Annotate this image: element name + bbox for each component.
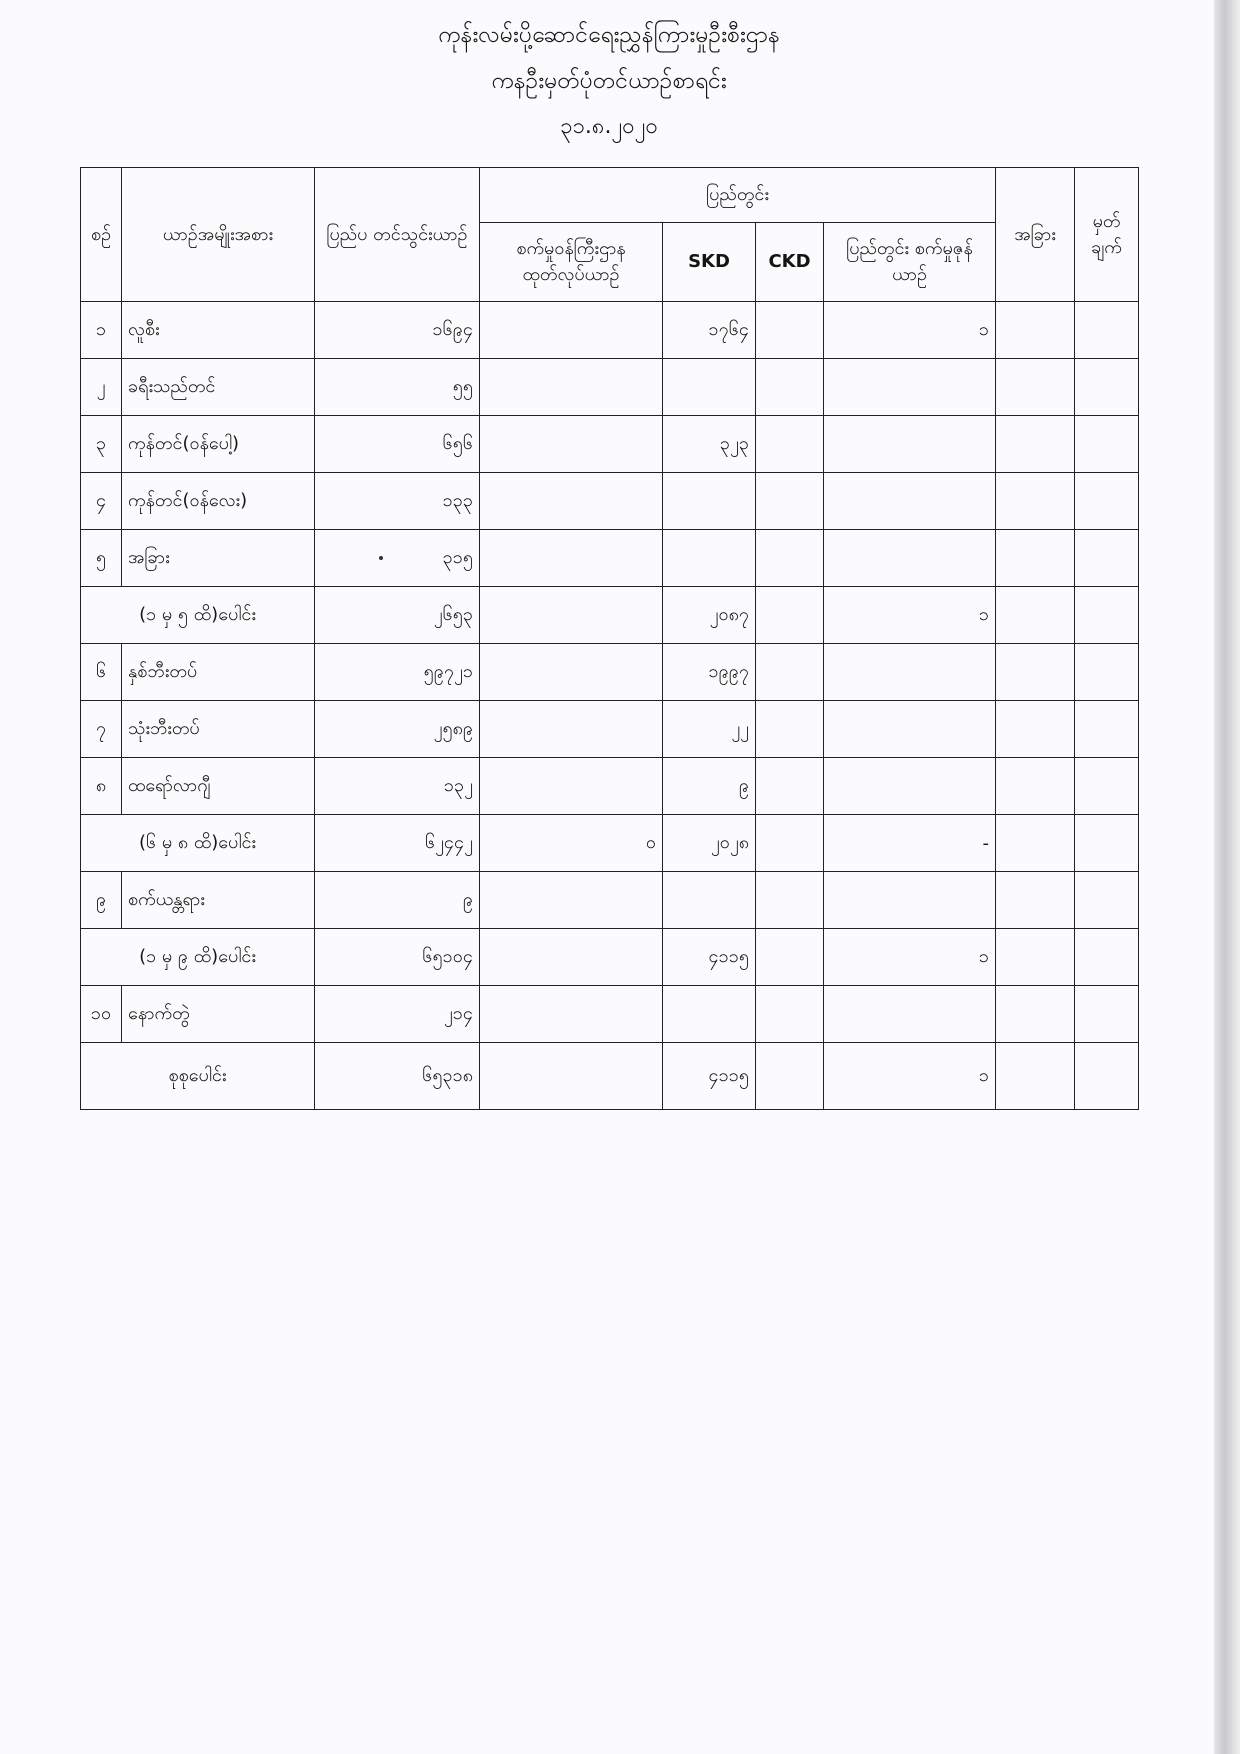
cell-type: နောက်တွဲ	[122, 986, 315, 1043]
cell-other	[996, 587, 1075, 644]
cell-assembled	[824, 986, 996, 1043]
cell-remark	[1075, 1043, 1139, 1110]
cell-other	[996, 815, 1075, 872]
cell-factory	[480, 929, 663, 986]
cell-factory	[480, 359, 663, 416]
cell-imported: ၆၅၆	[315, 416, 480, 473]
cell-ckd	[756, 701, 824, 758]
cell-assembled	[824, 701, 996, 758]
cell-assembled: -	[824, 815, 996, 872]
cell-type: နှစ်ဘီးတပ်	[122, 644, 315, 701]
cell-skd	[663, 872, 756, 929]
cell-factory: ၀	[480, 815, 663, 872]
cell-skd	[663, 473, 756, 530]
cell-assembled	[824, 416, 996, 473]
cell-sn: ၃	[81, 416, 122, 473]
cell-type: ကုန်တင်(ဝန်လေး)	[122, 473, 315, 530]
cell-assembled	[824, 758, 996, 815]
cell-factory	[480, 872, 663, 929]
cell-remark	[1075, 701, 1139, 758]
cell-ckd	[756, 929, 824, 986]
cell-ckd	[756, 644, 824, 701]
cell-factory	[480, 1043, 663, 1110]
cell-skd: ၁၇၆၄	[663, 302, 756, 359]
report-date: ၃၁.၈.၂၀၂၀	[560, 114, 658, 139]
cell-assembled: ၁	[824, 302, 996, 359]
table-row	[81, 530, 1139, 587]
col-header-imported: ပြည်ပ တင်သွင်းယာဉ်	[315, 168, 480, 302]
cell-ckd	[756, 815, 824, 872]
cell-sn: ၅	[81, 530, 122, 587]
cell-assembled: ၁	[824, 1043, 996, 1110]
cell-imported-value: ၃၁၅	[442, 546, 473, 568]
cell-assembled: ၁	[824, 587, 996, 644]
table-row	[81, 986, 1139, 1043]
cell-other	[996, 302, 1075, 359]
cell-skd: ၂၀၈၇	[663, 587, 756, 644]
cell-skd: ၉	[663, 758, 756, 815]
table-row	[81, 416, 1139, 473]
cell-type: ထရော်လာဂျီ	[122, 758, 315, 815]
cell-factory	[480, 644, 663, 701]
cell-imported: ၆၅၁၀၄	[315, 929, 480, 986]
cell-imported: ၆၅၃၁၈	[315, 1043, 480, 1110]
cell-assembled: ၁	[824, 929, 996, 986]
cell-sn: ၁	[81, 302, 122, 359]
cell-other	[996, 986, 1075, 1043]
col-header-other: အခြား	[996, 168, 1075, 302]
col-header-skd: SKD	[663, 223, 756, 302]
cell-other	[996, 644, 1075, 701]
cell-factory	[480, 587, 663, 644]
subtotal-row	[81, 929, 1139, 986]
cell-remark	[1075, 872, 1139, 929]
cell-remark	[1075, 530, 1139, 587]
grand-total-row	[81, 1043, 1139, 1110]
table-row	[81, 644, 1139, 701]
cell-other	[996, 758, 1075, 815]
cell-imported: ၁၃၃	[315, 473, 480, 530]
register-title: ကနဦးမှတ်ပုံတင်ယာဉ်စာရင်း	[491, 68, 727, 94]
cell-imported: ၅၅	[315, 359, 480, 416]
cell-sn: ၁၀	[81, 986, 122, 1043]
cell-assembled	[824, 473, 996, 530]
cell-imported: ၂၆၅၃	[315, 587, 480, 644]
cell-factory	[480, 758, 663, 815]
cell-remark	[1075, 929, 1139, 986]
cell-remark	[1075, 986, 1139, 1043]
cell-remark	[1075, 587, 1139, 644]
cell-factory	[480, 473, 663, 530]
cell-total-label: စုစုပေါင်း	[81, 1043, 315, 1110]
cell-ckd	[756, 302, 824, 359]
cell-other	[996, 359, 1075, 416]
cell-skd	[663, 530, 756, 587]
cell-imported: ၁၆၉၄	[315, 302, 480, 359]
scan-edge-shadow	[1214, 0, 1240, 1754]
cell-remark	[1075, 302, 1139, 359]
table-row	[81, 701, 1139, 758]
cell-other	[996, 473, 1075, 530]
cell-remark	[1075, 758, 1139, 815]
cell-factory	[480, 416, 663, 473]
cell-sn: ၄	[81, 473, 122, 530]
cell-imported: ၅၉၇၂၁	[315, 644, 480, 701]
cell-ckd	[756, 473, 824, 530]
cell-skd: ၄၁၁၅	[663, 929, 756, 986]
cell-ckd	[756, 587, 824, 644]
cell-assembled	[824, 872, 996, 929]
cell-type: ခရီးသည်တင်	[122, 359, 315, 416]
cell-sn: ၈	[81, 758, 122, 815]
col-header-domestic: ပြည်တွင်း	[480, 168, 996, 223]
cell-remark	[1075, 815, 1139, 872]
cell-sn: ၇	[81, 701, 122, 758]
cell-skd: ၂၂	[663, 701, 756, 758]
cell-sn: ၂	[81, 359, 122, 416]
cell-skd: ၃၂၃	[663, 416, 756, 473]
cell-other	[996, 416, 1075, 473]
subtotal-row	[81, 587, 1139, 644]
cell-skd: ၁၉၉၇	[663, 644, 756, 701]
cell-ckd	[756, 416, 824, 473]
table-row	[81, 872, 1139, 929]
cell-other	[996, 530, 1075, 587]
cell-type: လူစီး	[122, 302, 315, 359]
col-header-ckd: CKD	[756, 223, 824, 302]
cell-ckd	[756, 872, 824, 929]
cell-subtotal-label: (၆ မှ ၈ ထိ)ပေါင်း	[81, 815, 315, 872]
cell-factory	[480, 530, 663, 587]
cell-other	[996, 701, 1075, 758]
cell-type: သုံးဘီးတပ်	[122, 701, 315, 758]
cell-imported: ၁၃၂	[315, 758, 480, 815]
col-header-type: ယာဉ်အမျိုးအစား	[122, 168, 315, 302]
cell-remark	[1075, 644, 1139, 701]
cell-type: ကုန်တင်(ဝန်ပေါ့)	[122, 416, 315, 473]
cell-factory	[480, 302, 663, 359]
cell-type: အခြား	[122, 530, 315, 587]
table-row	[81, 302, 1139, 359]
cell-ckd	[756, 530, 824, 587]
subtotal-row	[81, 815, 1139, 872]
cell-skd: ၄၁၁၅	[663, 1043, 756, 1110]
cell-imported: ၂၁၄	[315, 986, 480, 1043]
cell-ckd	[756, 359, 824, 416]
stray-mark	[379, 556, 383, 560]
cell-imported: ၂၅၈၉	[315, 701, 480, 758]
table-row	[81, 473, 1139, 530]
cell-ckd	[756, 986, 824, 1043]
cell-other	[996, 872, 1075, 929]
cell-assembled	[824, 644, 996, 701]
cell-factory	[480, 986, 663, 1043]
cell-subtotal-label: (၁ မှ ၅ ထိ)ပေါင်း	[81, 587, 315, 644]
table-row	[81, 758, 1139, 815]
cell-ckd	[756, 758, 824, 815]
col-header-remark: မှတ် ချက်	[1075, 168, 1139, 302]
department-title: ကုန်းလမ်းပို့ဆောင်ရေးညွှန်ကြားမှုဦးစီးဌာန	[438, 22, 780, 48]
cell-imported: ၉	[315, 872, 480, 929]
vehicle-registration-table	[80, 167, 1139, 1110]
cell-type: စက်ယန္တရား	[122, 872, 315, 929]
cell-assembled	[824, 359, 996, 416]
cell-assembled	[824, 530, 996, 587]
cell-subtotal-label: (၁ မှ ၉ ထိ)ပေါင်း	[81, 929, 315, 986]
cell-remark	[1075, 416, 1139, 473]
table-row	[81, 359, 1139, 416]
cell-ckd	[756, 1043, 824, 1110]
col-header-assembled: ပြည်တွင်း စက်မှုဇုန်ယာဉ်	[824, 223, 996, 302]
col-header-sn: စဉ်	[81, 168, 122, 302]
document-header	[0, 12, 1218, 150]
cell-remark	[1075, 473, 1139, 530]
cell-other	[996, 1043, 1075, 1110]
cell-skd: ၂၀၂၈	[663, 815, 756, 872]
cell-factory	[480, 701, 663, 758]
cell-sn: ၉	[81, 872, 122, 929]
cell-sn: ၆	[81, 644, 122, 701]
cell-remark	[1075, 359, 1139, 416]
cell-other	[996, 929, 1075, 986]
cell-skd	[663, 986, 756, 1043]
col-header-factory: စက်မှုဝန်ကြီးဌာန ထုတ်လုပ်ယာဉ်	[480, 223, 663, 302]
cell-skd	[663, 359, 756, 416]
cell-imported: ၆၂၄၄၂	[315, 815, 480, 872]
cell-imported	[315, 530, 480, 587]
